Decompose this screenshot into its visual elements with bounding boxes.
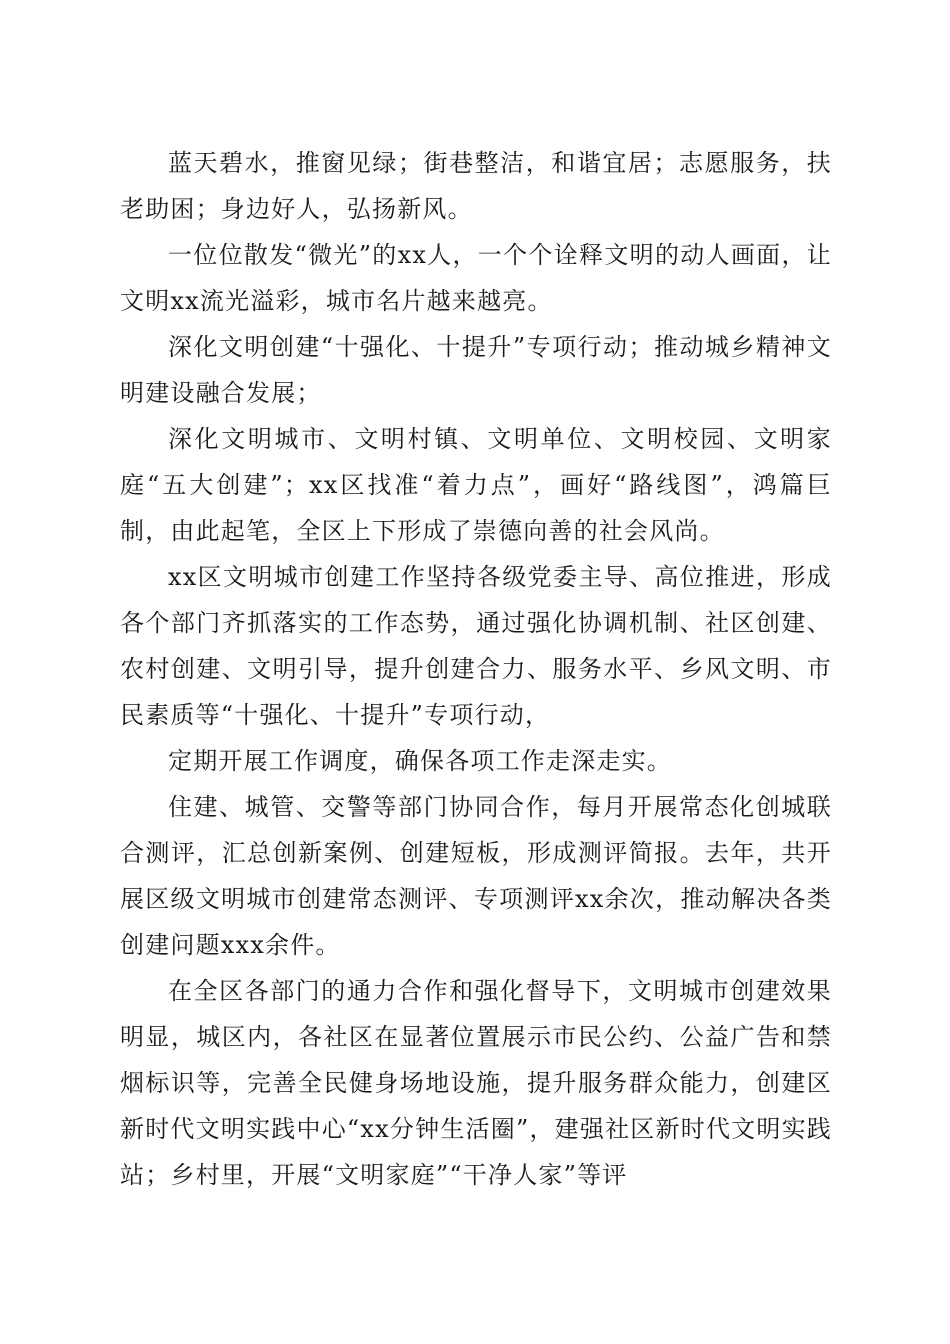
paragraph-2: 一位位散发“微光”的xx人，一个个诠释文明的动人画面，让文明xx流光溢彩，城市名片越来越亮。 bbox=[120, 241, 832, 315]
paragraph-3: 深化文明创建“十强化、十提升”专项行动；推动城乡精神文明建设融合发展； bbox=[120, 333, 832, 407]
paragraph-4: 深化文明城市、文明村镇、文明单位、文明校园、文明家庭“五大创建”；xx区找准“着力点”，画好“路线图”，鸿篇巨制，由此起笔，全区上下形成了崇德向善的社会风尚。 bbox=[120, 425, 832, 545]
paragraph-8: 在全区各部门的通力合作和强化督导下，文明城市创建效果明显，城区内，各社区在显著位置展示市民公约、公益广告和禁烟标识等，完善全民健身场地设施，提升服务群众能力，创建区新时代文明实践中心“xx分钟生活圈”，建强社区新时代文明实践站；乡村里，开展“文明家庭”“干净人家”等评 bbox=[120, 977, 832, 1189]
paragraph-7: 住建、城管、交警等部门协同合作，每月开展常态化创城联合测评，汇总创新案例、创建短板，形成测评简报。去年，共开展区级文明城市创建常态测评、专项测评xx余次，推动解决各类创建问题xxx余件。 bbox=[120, 793, 832, 959]
document-body bbox=[120, 140, 832, 1198]
paragraph-6: 定期开展工作调度，确保各项工作走深走实。 bbox=[168, 747, 672, 775]
paragraph-5: xx区文明城市创建工作坚持各级党委主导、高位推进，形成各个部门齐抓落实的工作态势，通过强化协调机制、社区创建、农村创建、文明引导，提升创建合力、服务水平、乡风文明、市民素质等“十强化、十提升”专项行动， bbox=[120, 563, 832, 729]
paragraph-1: 蓝天碧水，推窗见绿；街巷整洁，和谐宜居；志愿服务，扶老助困；身边好人，弘扬新风。 bbox=[120, 149, 832, 223]
